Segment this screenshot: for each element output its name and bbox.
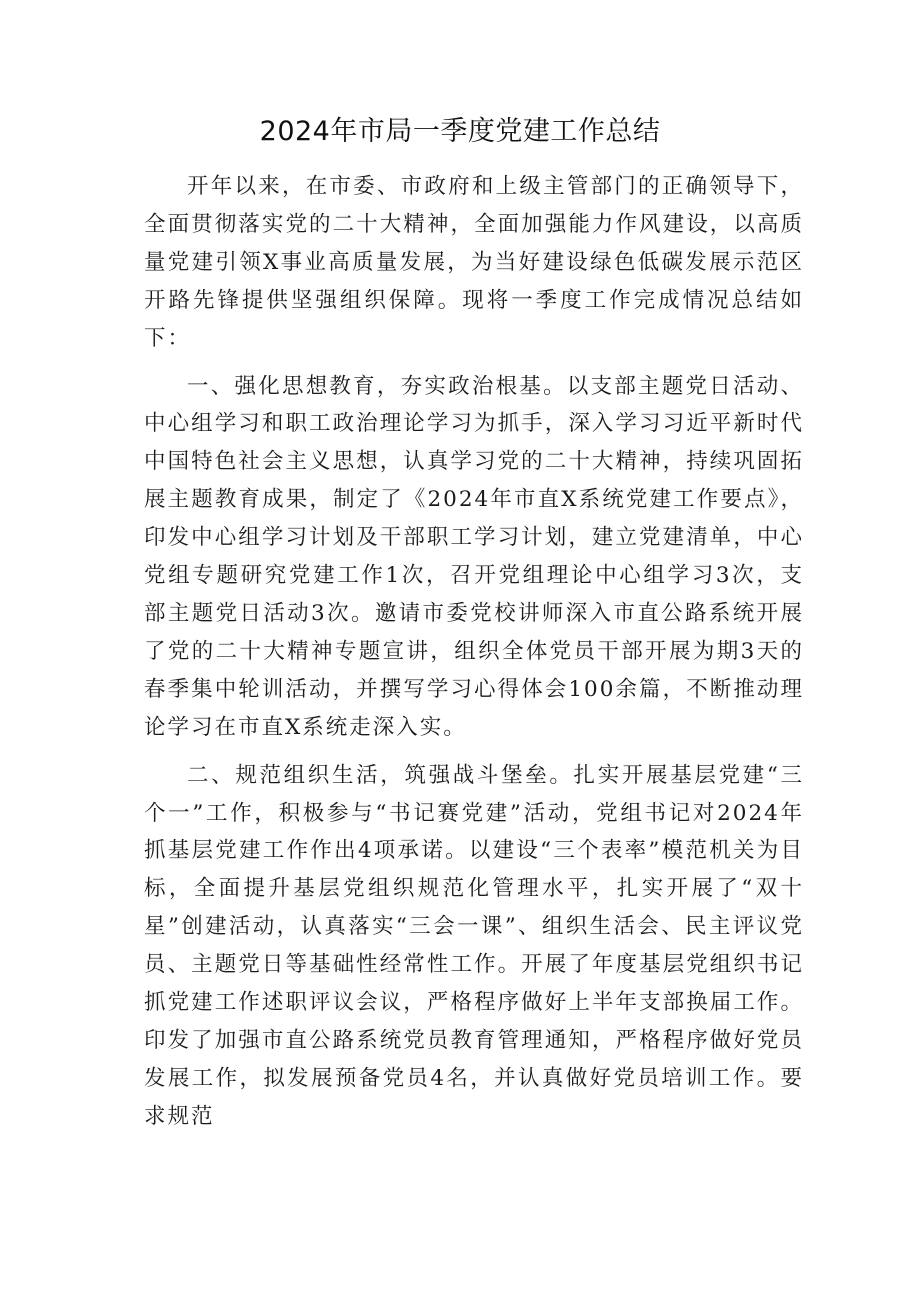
paragraph-section-1: 一、强化思想教育，夯实政治根基。以支部主题党日活动、中心组学习和职工政治理论学习为抓手，深入学习习近平新时代中国特色社会主义思想，认真学习党的二十大精神，持续巩固拓展主题教育成果，制定了《2024年市直X系统党建工作要点》，印发中心组学习计划及干部职工学习计划，建立党建清单，中心党组专题研究党建工作1次，召开党组理论中心组学习3次，支部主题党日活动3次。邀请市委党校讲师深入市直公路系统开展了党的二十大精神专题宣讲，组织全体党员干部开展为期3天的春季集中轮训活动，并撰写学习心得体会100余篇，不断推动理论学习在市直X系统走深入实。 [144,373,804,740]
document-title: 2024年市局一季度党建工作总结 [259,116,661,147]
paragraph-section-2: 二、规范组织生活，筑强战斗堡垒。扎实开展基层党建“三个一”工作，积极参与“书记赛党建”活动，党组书记对2024年抓基层党建工作作出4项承诺。以建设“三个表率”模范机关为目标，全面提升基层党组织规范化管理水平，扎实开展了“双十星”创建活动，认真落实“三会一课”、组织生活会、民主评议党员、主题党日等基础性经常性工作。开展了年度基层党组织书记抓党建工作述职评议会议，严格程序做好上半年支部换届工作。印发了加强市直公路系统党员教育管理通知，严格程序做好党员发展工作，拟发展预备党员4名，并认真做好党员培训工作。要求规范 [144,762,804,1129]
paragraph-intro: 开年以来，在市委、市政府和上级主管部门的正确领导下，全面贯彻落实党的二十大精神，全面加强能力作风建设，以高质量党建引领X事业高质量发展，为当好建设绿色低碳发展示范区开路先锋提供坚强组织保障。现将一季度工作完成情况总结如下： [144,174,804,351]
document-body [144,168,804,1146]
